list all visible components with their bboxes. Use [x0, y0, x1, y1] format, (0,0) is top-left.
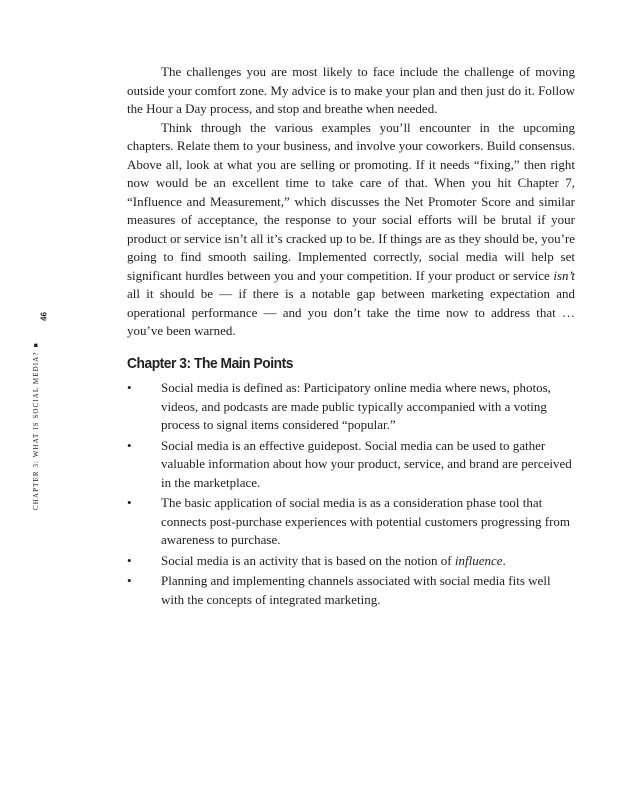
paragraph-2-text-a: Think through the various examples you’ll encounter in the upcoming chapters. Relate them to your business, and involve your coworkers. Build consensus. Above all, look at what you are selling or promoting. If it needs “fixing,” then right now would be an excellent time to take care of that. When you hit Chapter 7, “Influence and Measurement,” which discusses the Net Promoter Score and similar measures of acceptance, the response to your social efforts will be brutal if your product or service isn’t all it’s cracked up to be. If things are as they should be, you’re going to find smooth sailing. Implemented correctly, social media will help set significant hurdles between you and your competition. If your product or service — [127, 119, 575, 283]
list-item — [127, 379, 575, 435]
list-item-text — [161, 553, 506, 568]
list-item — [127, 552, 575, 571]
square-icon: ■ — [32, 342, 40, 348]
list-item-text: Planning and implementing channels associated with social media fits well with the concepts of integrated marketing. — [161, 573, 551, 607]
main-points-list — [127, 379, 575, 609]
body-paragraph-1: The challenges you are most likely to face include the challenge of moving outside your comfort zone. My advice is to make your plan and then just do it. Follow the Hour a Day process, and stop and breathe when needed. — [127, 64, 575, 116]
body-paragraph-2 — [127, 119, 575, 341]
list-item — [127, 494, 575, 550]
bullet-icon: • — [127, 573, 132, 588]
paragraph-2-text-b: all it should be — if there is a notable gap between marketing expectation and operational performance — and you don’t take the time now to address that … you’ve been warned. — [127, 286, 575, 338]
running-head-text: CHAPTER 3: WHAT IS SOCIAL MEDIA? — [32, 351, 40, 510]
page-number: 46 — [39, 312, 49, 321]
list-item — [127, 437, 575, 493]
list-item-text: The basic application of social media is as a consideration phase tool that connects post-purchase experiences with potential customers progressing from awareness to purchase. — [161, 495, 571, 547]
page-margin-rail — [32, 312, 52, 512]
list-item — [127, 572, 575, 609]
section-heading: Chapter 3: The Main Points — [127, 354, 293, 372]
list-item-text-a: Social media is an activity that is based on the notion of — [161, 552, 455, 568]
list-item-emphasis: influence — [454, 552, 503, 568]
bullet-icon: • — [127, 380, 132, 395]
paragraph-2-emphasis: isn’t — [553, 267, 575, 283]
list-item-text-b: . — [502, 552, 506, 568]
bullet-icon: • — [127, 437, 132, 453]
page-body — [127, 63, 575, 611]
list-item-text: Social media is an effective guidepost. Social media can be used to gather valuable information about how your product, service, and brand are perceived in the marketplace. — [161, 437, 572, 490]
bullet-icon: • — [127, 552, 132, 568]
running-head — [32, 342, 40, 510]
list-item-text: Social media is defined as: Participatory online media where news, photos, videos, and podcasts are made public typically accompanied with a voting process to signal items considered “popular.” — [161, 380, 551, 432]
bullet-icon: • — [127, 495, 132, 510]
